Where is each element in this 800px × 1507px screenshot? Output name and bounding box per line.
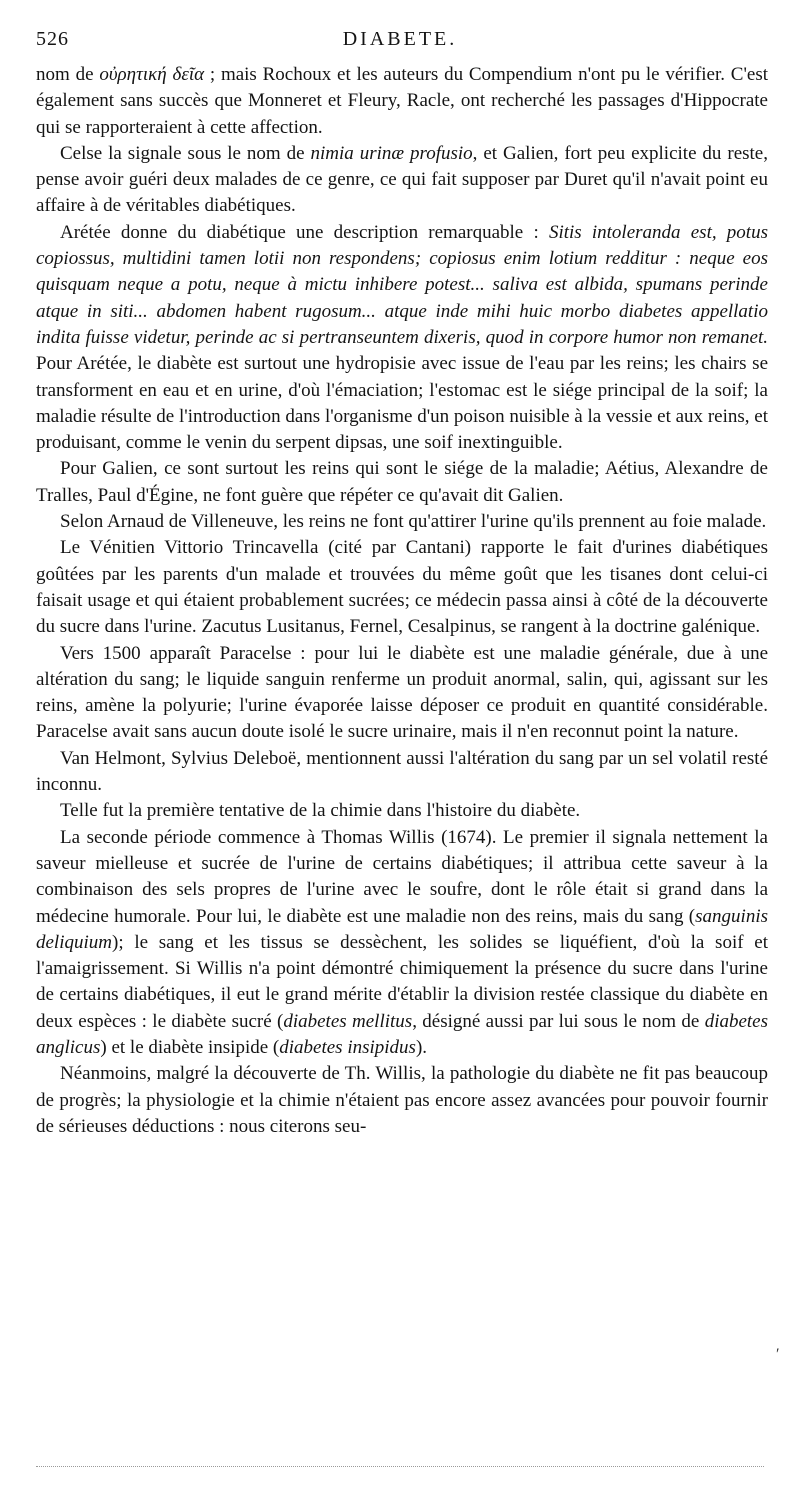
italic-term: diabetes anglicus: [36, 1010, 769, 1058]
paragraph: [36, 62, 768, 141]
italic-term: Sitis intoleranda est, potus copiossus, multidini tamen lotii non respondens; copiosus enim lotium redditur : neque eos quisquam neque a potu, neque à mictu inhibere potest... saliva est albida, spumans perinde atque in siti... abdomen habent rugosum... atque inde mihi huic morbo diabetes appellatio indita fuisse videtur, perinde ac si pertranseuntem dixeris, quod in corpore humor non remanet.: [36, 221, 768, 348]
text-run: Arétée donne du diabétique une description remarquable :: [60, 221, 549, 243]
text-run: nom de: [36, 64, 100, 85]
footer-rule: [36, 1466, 764, 1467]
paragraph: [36, 456, 768, 509]
text-run: , désigné aussi par lui sous le nom de: [412, 1010, 705, 1032]
page-number: 526: [36, 28, 69, 50]
text-run: Pour Galien, ce sont surtout les reins qui sont le siége de la maladie; Aétius, Alexandre de Tralles, Paul d'Égine, ne font guère que répéter ce qu'avait dit Galien.: [36, 458, 768, 506]
paragraph: [36, 825, 768, 1062]
paragraph: [36, 641, 768, 746]
italic-term: nimia urinæ profusio: [310, 142, 473, 164]
paragraph: [36, 535, 768, 640]
paragraph: [36, 141, 768, 220]
text-run: Pour Arétée, le diabète est surtout une hydropisie avec issue de l'eau par les reins; les chairs se transforment en eau et en urine, d'où l'émaciation; l'estomac est le siége principal de la soif; la maladie résulte de l'introduction dans l'organisme d'un poison nuisible à la vessie et aux reins, et produisant, comme le venin du serpent dipsas, une soif inextinguible.: [36, 353, 768, 454]
paragraph: [36, 509, 768, 535]
page-header: [36, 28, 764, 58]
text-run: ; mais Rochoux et les auteurs du Compendium n'ont pu le vérifier. C'est également sans succès que Monneret et Fleury, Racle, ont recherché les passages d'Hippocrate qui se rapporteraient à cette affection.: [36, 64, 769, 138]
text-run: Telle fut la première tentative de la chimie dans l'histoire du diabète.: [60, 800, 581, 822]
text-run: ).: [415, 1036, 428, 1058]
text-run: Celse la signale sous le nom de: [60, 142, 311, 164]
paragraph: [36, 1061, 768, 1140]
running-title: DIABETE.: [342, 28, 458, 50]
text-run: ) et le diabète insipide (: [100, 1036, 280, 1058]
paragraph: [36, 746, 768, 799]
paragraph: [36, 798, 768, 824]
text-run: Néanmoins, malgré la découverte de Th. Willis, la pathologie du diabète ne fit pas beaucoup de progrès; la physiologie et la chimie n'étaient pas encore assez avancées pour pouvoir fournir de sérieuses déductions : nous citerons seu-: [36, 1063, 768, 1137]
italic-term: diabetes mellitus: [283, 1010, 413, 1032]
margin-mark: ′: [776, 1346, 780, 1363]
text-run: ); le sang et les tissus se dessèchent, les solides se liquéfient, d'où la soif et l'amaigrissement. Si Willis n'a point démontré chimiquement la présence du sucre dans l'urine de certains diabétiques, il eut le grand mérite d'établir la division restée classique du diabète en deux espèces : le diabète sucré (: [36, 931, 768, 1032]
text-run: Vers 1500 apparaît Paracelse : pour lui le diabète est une maladie générale, due à une altération du sang; le liquide sanguin renferme un produit anormal, salin, qui, agissant sur les reins, amène la polyurie; l'urine évaporée laisse déposer ce produit en quantité considérable. Paracelse avait sans aucun doute isolé le sucre urinaire, mais il n'en reconnut point la nature.: [36, 642, 768, 743]
italic-term: sanguinis deliquium: [36, 905, 768, 953]
body-text: [36, 62, 768, 1140]
text-run: Van Helmont, Sylvius Deleboë, mentionnent aussi l'altération du sang par un sel volatil resté inconnu.: [36, 747, 768, 796]
text-run: Le Vénitien Vittorio Trincavella (cité par Cantani) rapporte le fait d'urines diabétiques goûtées par les parents d'un malade et trouvées du même goût que les tisanes dont celui-ci faisait usage et qui étaient probablement sucrées; ce médecin passa ainsi à côté de la découverte du sucre dans l'urine. Zacutus Lusitanus, Fernel, Cesalpinus, se rangent à la doctrine galénique.: [36, 537, 768, 638]
text-run: , et Galien, fort peu explicite du reste, pense avoir guéri deux malades de ce genre, ce qui fait supposer par Duret qu'il n'avait point eu affaire à de véritables diabétiques.: [36, 142, 768, 217]
italic-term: οὐρητική δεῖα: [99, 64, 205, 85]
paragraph: [36, 220, 768, 457]
italic-term: diabetes insipidus: [279, 1036, 416, 1058]
text-run: Selon Arnaud de Villeneuve, les reins ne font qu'attirer l'urine qu'ils prennent au foie malade.: [60, 511, 767, 533]
text-run: La seconde période commence à Thomas Willis (1674). Le premier il signala nettement la saveur mielleuse et sucrée de l'urine de certains diabétiques; il attribua cette saveur à la combinaison des sels propres de l'urine avec le soufre, dont le rôle était si grand dans la médecine humorale. Pour lui, le diabète est une maladie non des reins, mais du sang (: [36, 826, 768, 927]
